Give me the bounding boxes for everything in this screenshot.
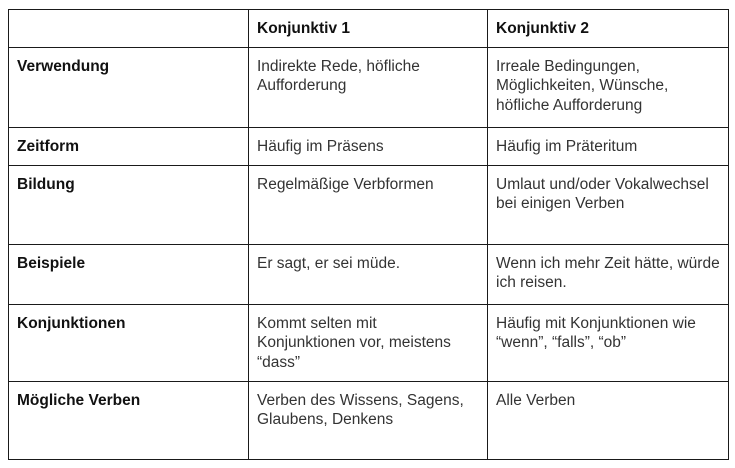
table-row	[9, 47, 729, 127]
cell-konjunktiv-2: Umlaut und/oder Vokalwechsel bei einigen Verben	[488, 165, 729, 244]
cell-konjunktiv-1: Regelmäßige Verbformen	[249, 165, 488, 244]
cell-konjunktiv-1: Häufig im Präsens	[249, 127, 488, 165]
header-empty	[9, 10, 249, 48]
cell-konjunktiv-2: Wenn ich mehr Zeit hätte, würde ich reisen.	[488, 244, 729, 304]
cell-konjunktiv-1: Kommt selten mit Konjunktionen vor, meistens “dass”	[249, 304, 488, 381]
table-row	[9, 127, 729, 165]
cell-konjunktiv-1: Verben des Wissens, Sagens, Glaubens, Denkens	[249, 381, 488, 459]
comparison-table	[8, 9, 729, 460]
header-row	[9, 10, 729, 48]
cell-konjunktiv-1: Er sagt, er sei müde.	[249, 244, 488, 304]
row-label: Bildung	[9, 165, 249, 244]
row-label: Mögliche Verben	[9, 381, 249, 459]
table-row	[9, 244, 729, 304]
row-label: Verwendung	[9, 47, 249, 127]
row-label: Zeitform	[9, 127, 249, 165]
row-label: Konjunktionen	[9, 304, 249, 381]
table-row	[9, 381, 729, 459]
header-konjunktiv-1: Konjunktiv 1	[249, 10, 488, 48]
cell-konjunktiv-2: Häufig im Präteritum	[488, 127, 729, 165]
cell-konjunktiv-1: Indirekte Rede, höfliche Aufforderung	[249, 47, 488, 127]
table-row	[9, 304, 729, 381]
table-row	[9, 165, 729, 244]
row-label: Beispiele	[9, 244, 249, 304]
cell-konjunktiv-2: Häufig mit Konjunktionen wie “wenn”, “falls”, “ob”	[488, 304, 729, 381]
header-konjunktiv-2: Konjunktiv 2	[488, 10, 729, 48]
cell-konjunktiv-2: Irreale Bedingungen, Möglichkeiten, Wünsche, höfliche Aufforderung	[488, 47, 729, 127]
cell-konjunktiv-2: Alle Verben	[488, 381, 729, 459]
